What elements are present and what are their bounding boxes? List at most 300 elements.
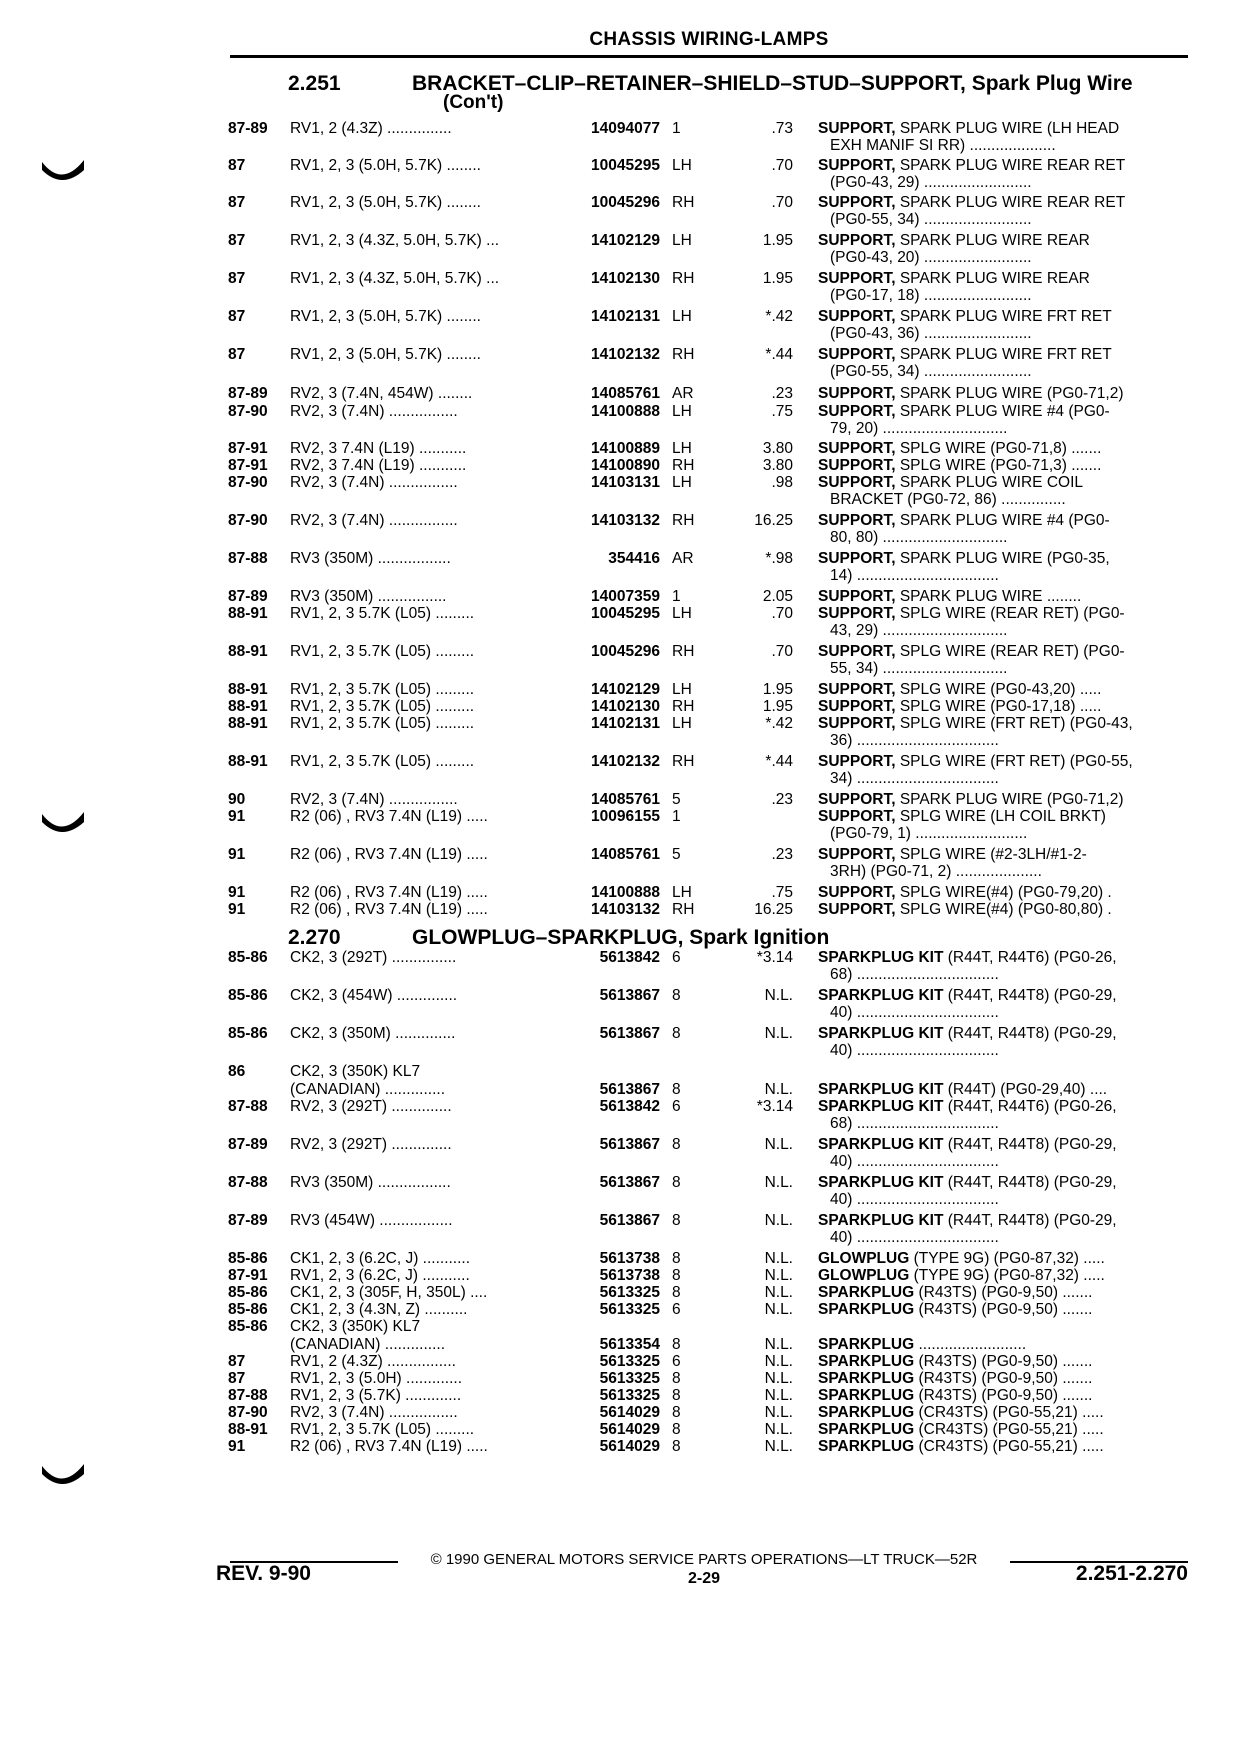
price: N.L.	[764, 1250, 793, 1267]
model-year: 85-86	[228, 1284, 268, 1301]
part-number: 14102129	[591, 681, 660, 698]
part-number: 14085761	[591, 791, 660, 808]
description: SPARKPLUG KIT (R44T, R44T6) (PG0-26,	[818, 949, 1117, 966]
application: RV1, 2, 3 (5.0H, 5.7K) ........	[290, 157, 481, 174]
quantity: RH	[672, 194, 695, 211]
price: 1.95	[762, 232, 793, 249]
table-row	[0, 791, 1252, 809]
section-title-2-270	[288, 926, 829, 950]
description-noun: SUPPORT,	[818, 808, 896, 825]
table-row-continuation	[0, 1153, 1252, 1171]
model-year: 88-91	[228, 753, 268, 770]
table-row	[0, 1212, 1252, 1230]
description: SUPPORT, SPLG WIRE (PG0-17,18) .....	[818, 698, 1102, 715]
table-row	[0, 550, 1252, 568]
table-row-continuation	[0, 622, 1252, 640]
quantity: 6	[672, 949, 681, 966]
description-noun: SUPPORT,	[818, 550, 896, 567]
table-row	[0, 1174, 1252, 1192]
application: CK1, 2, 3 (4.3N, Z) ..........	[290, 1301, 468, 1318]
part-number: 354416	[608, 550, 660, 567]
price: N.L.	[764, 1336, 793, 1353]
table-row	[0, 270, 1252, 288]
description-continued: 40) .................................	[830, 1042, 999, 1059]
description: SUPPORT, SPLG WIRE (REAR RET) (PG0-	[818, 605, 1125, 622]
description: SPARKPLUG KIT (R44T, R44T6) (PG0-26,	[818, 1098, 1117, 1115]
application: RV1, 2, 3 (5.0H, 5.7K) ........	[290, 194, 481, 211]
quantity: 1	[672, 588, 681, 605]
quantity: 5	[672, 791, 681, 808]
description: SUPPORT, SPARK PLUG WIRE (LH HEAD	[818, 120, 1120, 137]
description: SPARKPLUG (R43TS) (PG0-9,50) .......	[818, 1353, 1093, 1370]
model-year: 90	[228, 791, 246, 808]
part-number: 10096155	[591, 808, 660, 825]
application: RV2, 3 7.4N (L19) ...........	[290, 440, 467, 457]
model-year: 87-89	[228, 385, 268, 402]
table-row-continuation	[0, 211, 1252, 229]
description-noun: SPARKPLUG KIT	[818, 1098, 944, 1115]
table-row	[0, 1387, 1252, 1405]
price: *.42	[765, 715, 793, 732]
table-row	[0, 605, 1252, 623]
price: .70	[771, 605, 793, 622]
quantity: LH	[672, 681, 692, 698]
description: SPARKPLUG .........................	[818, 1336, 1027, 1353]
description: SPARKPLUG (CR43TS) (PG0-55,21) .....	[818, 1438, 1104, 1455]
description: SUPPORT, SPLG WIRE (PG0-71,3) .......	[818, 457, 1102, 474]
description-noun: SUPPORT,	[818, 346, 896, 363]
table-row	[0, 949, 1252, 967]
table-row-continuation	[0, 567, 1252, 585]
table-row	[0, 512, 1252, 530]
part-number: 5613325	[599, 1387, 660, 1404]
table-row	[0, 308, 1252, 326]
application: RV2, 3 (7.4N) ................	[290, 512, 458, 529]
quantity: 8	[672, 1336, 681, 1353]
quantity: LH	[672, 440, 692, 457]
model-year: 88-91	[228, 681, 268, 698]
table-row	[0, 588, 1252, 606]
description-continued: 68) .................................	[830, 1115, 999, 1132]
section-heading: BRACKET–CLIP–RETAINER–SHIELD–STUD–SUPPORT, Spark Plug Wire	[412, 72, 1133, 95]
description: SPARKPLUG (R43TS) (PG0-9,50) .......	[818, 1284, 1093, 1301]
description-continued: 34) .................................	[830, 770, 999, 787]
quantity: 8	[672, 1081, 681, 1098]
application: RV1, 2, 3 5.7K (L05) .........	[290, 715, 475, 732]
description-noun: SPARKPLUG	[818, 1353, 915, 1370]
model-year: 88-91	[228, 605, 268, 622]
description-noun: SUPPORT,	[818, 457, 896, 474]
price: 16.25	[754, 512, 793, 529]
description-noun: GLOWPLUG	[818, 1250, 910, 1267]
table-row	[0, 1404, 1252, 1422]
description-continued: 68) .................................	[830, 966, 999, 983]
price: N.L.	[764, 1267, 793, 1284]
table-row-continuation	[0, 770, 1252, 788]
table-row-continuation	[0, 966, 1252, 984]
description-noun: SUPPORT,	[818, 440, 896, 457]
price: N.L.	[764, 1404, 793, 1421]
table-row	[0, 194, 1252, 212]
part-number: 14103132	[591, 901, 660, 918]
application: CK1, 2, 3 (6.2C, J) ...........	[290, 1250, 471, 1267]
description-continued: 43, 29) .............................	[830, 622, 1008, 639]
table-row	[0, 120, 1252, 138]
application: RV1, 2, 3 5.7K (L05) .........	[290, 605, 475, 622]
quantity: AR	[672, 385, 694, 402]
price: .73	[771, 120, 793, 137]
table-row	[0, 1318, 1252, 1336]
quantity: LH	[672, 403, 692, 420]
price: 1.95	[762, 681, 793, 698]
description: SUPPORT, SPLG WIRE (REAR RET) (PG0-	[818, 643, 1125, 660]
application: R2 (06) , RV3 7.4N (L19) .....	[290, 884, 488, 901]
quantity: 5	[672, 846, 681, 863]
description-noun: SUPPORT,	[818, 512, 896, 529]
price: N.L.	[764, 1387, 793, 1404]
table-row-continuation	[0, 1004, 1252, 1022]
description: SUPPORT, SPARK PLUG WIRE (PG0-71,2)	[818, 791, 1124, 808]
model-year: 87-88	[228, 1387, 268, 1404]
price: 2.05	[762, 588, 793, 605]
model-year: 91	[228, 846, 246, 863]
table-row	[0, 846, 1252, 864]
price: .23	[771, 791, 793, 808]
description-continued: (PG0-43, 29) .........................	[830, 174, 1032, 191]
model-year: 85-86	[228, 1301, 268, 1318]
part-number: 10045295	[591, 605, 660, 622]
description-noun: SPARKPLUG KIT	[818, 949, 944, 966]
application: CK1, 2, 3 (305F, H, 350L) ....	[290, 1284, 488, 1301]
description-noun: SUPPORT,	[818, 120, 896, 137]
description-noun: SPARKPLUG	[818, 1370, 915, 1387]
model-year: 87-91	[228, 440, 268, 457]
application: RV2, 3 (292T) ..............	[290, 1098, 452, 1115]
price: 1.95	[762, 698, 793, 715]
quantity: LH	[672, 474, 692, 491]
table-row-continuation	[0, 660, 1252, 678]
model-year: 85-86	[228, 1025, 268, 1042]
table-row	[0, 901, 1252, 919]
description-noun: SUPPORT,	[818, 588, 896, 605]
description: SUPPORT, SPARK PLUG WIRE #4 (PG0-	[818, 403, 1110, 420]
quantity: 6	[672, 1301, 681, 1318]
description-noun: SPARKPLUG	[818, 1438, 915, 1455]
description-noun: SUPPORT,	[818, 605, 896, 622]
price: N.L.	[764, 1421, 793, 1438]
revision-label: REV. 9-90	[216, 1562, 311, 1585]
quantity: RH	[672, 901, 695, 918]
application: RV1, 2, 3 5.7K (L05) .........	[290, 681, 475, 698]
description: SPARKPLUG (CR43TS) (PG0-55,21) .....	[818, 1404, 1104, 1421]
price: N.L.	[764, 1081, 793, 1098]
section-continued: (Con't)	[443, 92, 504, 113]
part-number: 14102130	[591, 270, 660, 287]
application: CK2, 3 (350M) ..............	[290, 1025, 456, 1042]
quantity: RH	[672, 753, 695, 770]
model-year: 87	[228, 308, 246, 325]
description-noun: SPARKPLUG	[818, 1284, 915, 1301]
table-row	[0, 1336, 1252, 1354]
model-year: 88-91	[228, 1421, 268, 1438]
description-noun: SPARKPLUG KIT	[818, 1025, 944, 1042]
part-number: 14103132	[591, 512, 660, 529]
quantity: 8	[672, 1404, 681, 1421]
description: GLOWPLUG (TYPE 9G) (PG0-87,32) .....	[818, 1250, 1105, 1267]
quantity: 8	[672, 1174, 681, 1191]
table-row-continuation	[0, 287, 1252, 305]
model-year: 87-89	[228, 1136, 268, 1153]
quantity: 8	[672, 1267, 681, 1284]
part-number: 5613738	[599, 1267, 660, 1284]
description: SUPPORT, SPARK PLUG WIRE COIL	[818, 474, 1083, 491]
table-row-continuation	[0, 863, 1252, 881]
description-continued: (PG0-55, 34) .........................	[830, 363, 1032, 380]
quantity: RH	[672, 643, 695, 660]
table-row-continuation	[0, 137, 1252, 155]
description: SPARKPLUG KIT (R44T, R44T8) (PG0-29,	[818, 987, 1117, 1004]
quantity: LH	[672, 308, 692, 325]
price: *.44	[765, 346, 793, 363]
description-noun: SUPPORT,	[818, 681, 896, 698]
table-row-continuation	[0, 363, 1252, 381]
price: .98	[771, 474, 793, 491]
description: SUPPORT, SPLG WIRE (#2-3LH/#1-2-	[818, 846, 1087, 863]
description-noun: SUPPORT,	[818, 270, 896, 287]
part-number: 5614029	[599, 1421, 660, 1438]
model-year: 88-91	[228, 698, 268, 715]
quantity: AR	[672, 550, 694, 567]
application: RV3 (350M) .................	[290, 550, 451, 567]
part-number: 5613325	[599, 1370, 660, 1387]
application: RV2, 3 7.4N (L19) ...........	[290, 457, 467, 474]
description-continued: (PG0-17, 18) .........................	[830, 287, 1032, 304]
part-number: 14100889	[591, 440, 660, 457]
binder-hole-mark	[40, 1462, 86, 1488]
description-noun: SUPPORT,	[818, 403, 896, 420]
part-number: 5613325	[599, 1284, 660, 1301]
price: .70	[771, 643, 793, 660]
description-noun: SPARKPLUG	[818, 1336, 915, 1353]
application: RV1, 2, 3 (6.2C, J) ...........	[290, 1267, 470, 1284]
part-number: 5613867	[599, 987, 660, 1004]
price: 3.80	[762, 440, 793, 457]
description-continued: 79, 20) .............................	[830, 420, 1008, 437]
application: RV1, 2, 3 5.7K (L05) .........	[290, 643, 475, 660]
quantity: RH	[672, 698, 695, 715]
part-number: 5613867	[599, 1136, 660, 1153]
application: RV1, 2, 3 5.7K (L05) .........	[290, 698, 475, 715]
model-year: 87	[228, 346, 246, 363]
quantity: 8	[672, 1421, 681, 1438]
part-number: 14100888	[591, 884, 660, 901]
table-row	[0, 681, 1252, 699]
price: 16.25	[754, 901, 793, 918]
section-number: 2.270	[288, 926, 341, 949]
part-number: 14007359	[591, 588, 660, 605]
quantity: 8	[672, 1136, 681, 1153]
model-year: 87-90	[228, 474, 268, 491]
table-row	[0, 753, 1252, 771]
description-continued: BRACKET (PG0-72, 86) ...............	[830, 491, 1066, 508]
application: RV2, 3 (7.4N) ................	[290, 474, 458, 491]
description: SUPPORT, SPARK PLUG WIRE REAR RET	[818, 157, 1126, 174]
description: SUPPORT, SPARK PLUG WIRE REAR	[818, 270, 1090, 287]
page-header: CHASSIS WIRING-LAMPS	[589, 29, 829, 50]
model-year: 88-91	[228, 715, 268, 732]
description: SPARKPLUG (R43TS) (PG0-9,50) .......	[818, 1387, 1093, 1404]
part-number: 14102132	[591, 753, 660, 770]
application: CK2, 3 (454W) ..............	[290, 987, 458, 1004]
description-noun: SPARKPLUG KIT	[818, 987, 944, 1004]
description-noun: SUPPORT,	[818, 791, 896, 808]
application: RV1, 2, 3 (5.0H) .............	[290, 1370, 462, 1387]
description-noun: SUPPORT,	[818, 884, 896, 901]
description: SUPPORT, SPARK PLUG WIRE ........	[818, 588, 1082, 605]
part-number: 10045296	[591, 643, 660, 660]
quantity: LH	[672, 157, 692, 174]
application: RV1, 2, 3 5.7K (L05) .........	[290, 753, 475, 770]
part-number: 14102131	[591, 308, 660, 325]
model-year: 87-90	[228, 512, 268, 529]
page-number: 2-29	[687, 1570, 721, 1587]
application: (CANADIAN) ..............	[290, 1336, 446, 1353]
quantity: 8	[672, 1212, 681, 1229]
quantity: 1	[672, 808, 681, 825]
application: R2 (06) , RV3 7.4N (L19) .....	[290, 808, 488, 825]
description: SPARKPLUG KIT (R44T, R44T8) (PG0-29,	[818, 1136, 1117, 1153]
table-row-continuation	[0, 1042, 1252, 1060]
price: N.L.	[764, 987, 793, 1004]
table-row	[0, 403, 1252, 421]
model-year: 87-88	[228, 550, 268, 567]
description: SUPPORT, SPLG WIRE (FRT RET) (PG0-43,	[818, 715, 1133, 732]
part-number: 14100890	[591, 457, 660, 474]
quantity: RH	[672, 457, 695, 474]
description: SUPPORT, SPLG WIRE (LH COIL BRKT)	[818, 808, 1106, 825]
model-year: 87	[228, 1370, 246, 1387]
quantity: 1	[672, 120, 681, 137]
part-number: 10045296	[591, 194, 660, 211]
part-number: 14102132	[591, 346, 660, 363]
model-year: 87	[228, 157, 246, 174]
model-year: 91	[228, 901, 246, 918]
description: SPARKPLUG (R43TS) (PG0-9,50) .......	[818, 1301, 1093, 1318]
quantity: RH	[672, 346, 695, 363]
table-row-continuation	[0, 249, 1252, 267]
description-continued: (PG0-43, 36) .........................	[830, 325, 1032, 342]
price: 1.95	[762, 270, 793, 287]
part-number: 14102129	[591, 232, 660, 249]
description-continued: (PG0-79, 1) ..........................	[830, 825, 1028, 842]
description-noun: SPARKPLUG KIT	[818, 1136, 944, 1153]
application: RV2, 3 (7.4N) ................	[290, 1404, 458, 1421]
quantity: 8	[672, 1370, 681, 1387]
price: *.42	[765, 308, 793, 325]
part-number: 14102131	[591, 715, 660, 732]
price: *.98	[765, 550, 793, 567]
application: RV2, 3 (7.4N, 454W) ........	[290, 385, 473, 402]
part-number: 5613867	[599, 1212, 660, 1229]
description-continued: EXH MANIF SI RR) ....................	[830, 137, 1056, 154]
application: CK2, 3 (350K) KL7	[290, 1063, 421, 1080]
model-year: 85-86	[228, 1318, 268, 1335]
description-continued: 14) .................................	[830, 567, 999, 584]
description: SPARKPLUG KIT (R44T, R44T8) (PG0-29,	[818, 1174, 1117, 1191]
table-row	[0, 346, 1252, 364]
description-noun: SUPPORT,	[818, 194, 896, 211]
description-noun: SUPPORT,	[818, 901, 896, 918]
description-noun: SUPPORT,	[818, 753, 896, 770]
description-continued: (PG0-43, 20) .........................	[830, 249, 1032, 266]
section-heading: GLOWPLUG–SPARKPLUG, Spark Ignition	[412, 926, 830, 949]
section-range: 2.251-2.270	[1075, 1562, 1188, 1585]
part-number: 14085761	[591, 846, 660, 863]
price: *.44	[765, 753, 793, 770]
description: SUPPORT, SPARK PLUG WIRE FRT RET	[818, 346, 1112, 363]
part-number: 5614029	[599, 1404, 660, 1421]
table-row	[0, 808, 1252, 826]
description-continued: 36) .................................	[830, 732, 999, 749]
description: SPARKPLUG KIT (R44T) (PG0-29,40) ....	[818, 1081, 1108, 1098]
description-noun: SPARKPLUG	[818, 1421, 915, 1438]
table-row	[0, 1081, 1252, 1099]
description-noun: SPARKPLUG	[818, 1404, 915, 1421]
description: SUPPORT, SPLG WIRE (PG0-43,20) .....	[818, 681, 1102, 698]
price: N.L.	[764, 1284, 793, 1301]
description: SUPPORT, SPARK PLUG WIRE FRT RET	[818, 308, 1112, 325]
price: N.L.	[764, 1438, 793, 1455]
table-row	[0, 1284, 1252, 1302]
model-year: 85-86	[228, 949, 268, 966]
model-year: 87-91	[228, 1267, 268, 1284]
part-number: 10045295	[591, 157, 660, 174]
description: SUPPORT, SPARK PLUG WIRE REAR RET	[818, 194, 1126, 211]
application: RV2, 3 (7.4N) ................	[290, 403, 458, 420]
table-row	[0, 385, 1252, 403]
part-number: 5613354	[599, 1336, 660, 1353]
table-row-continuation	[0, 174, 1252, 192]
table-row	[0, 1025, 1252, 1043]
application: R2 (06) , RV3 7.4N (L19) .....	[290, 1438, 488, 1455]
model-year: 87-91	[228, 457, 268, 474]
table-row	[0, 1098, 1252, 1116]
model-year: 91	[228, 808, 246, 825]
model-year: 91	[228, 884, 246, 901]
description-noun: SPARKPLUG KIT	[818, 1081, 944, 1098]
table-row	[0, 457, 1252, 475]
part-number: 5613738	[599, 1250, 660, 1267]
table-row	[0, 1301, 1252, 1319]
description: SUPPORT, SPLG WIRE (FRT RET) (PG0-55,	[818, 753, 1133, 770]
part-number: 5614029	[599, 1438, 660, 1455]
model-year: 87-88	[228, 1098, 268, 1115]
model-year: 86	[228, 1063, 246, 1080]
part-number: 5613867	[599, 1025, 660, 1042]
description-continued: (PG0-55, 34) .........................	[830, 211, 1032, 228]
application: RV1, 2, 3 (4.3Z, 5.0H, 5.7K) ...	[290, 270, 500, 287]
table-row-continuation	[0, 825, 1252, 843]
price: *3.14	[756, 949, 793, 966]
model-year: 87	[228, 270, 246, 287]
application: CK2, 3 (292T) ...............	[290, 949, 457, 966]
description-continued: 55, 34) .............................	[830, 660, 1008, 677]
table-row	[0, 1267, 1252, 1285]
quantity: 8	[672, 1284, 681, 1301]
price: .23	[771, 385, 793, 402]
description-continued: 40) .................................	[830, 1004, 999, 1021]
part-number: 5613842	[599, 1098, 660, 1115]
